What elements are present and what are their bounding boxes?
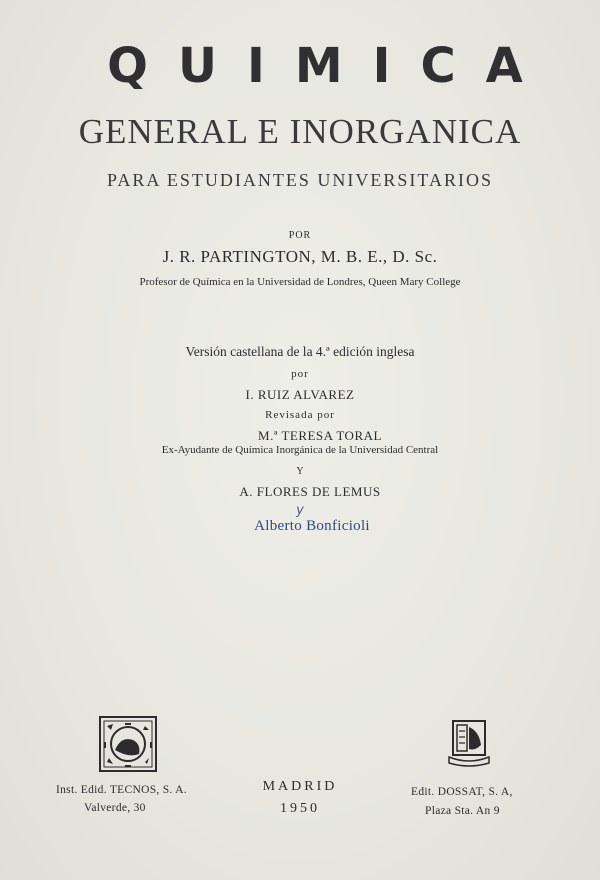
publisher-right-address: Plaza Sta. An 9 (425, 805, 500, 817)
book-title: QUIMICA (107, 38, 553, 94)
author-affiliation: Profesor de Química en la Universidad de Londres, Queen Mary College (139, 276, 461, 288)
publisher-left-address: Valverde, 30 (84, 802, 146, 814)
by-label: POR (288, 230, 312, 241)
reviser-name: M.ª TERESA TORAL (258, 428, 382, 443)
edition-note: Versión castellana de la 4.ª edición inglesa (185, 344, 415, 359)
publication-city: MADRID (262, 779, 338, 794)
tecnos-emblem-icon (97, 714, 159, 779)
book-audience: PARA ESTUDIANTES UNIVERSITARIOS (107, 170, 493, 190)
dossat-emblem-icon (447, 717, 491, 772)
author-name: J. R. PARTINGTON, M. B. E., D. Sc. (162, 247, 438, 266)
revised-label: Revisada por (265, 409, 335, 421)
book-subtitle: GENERAL E INORGANICA (78, 112, 522, 151)
and-label: Y (296, 466, 304, 477)
by-label-translation: por (291, 368, 309, 380)
publisher-left-name: Inst. Edid. TECNOS, S. A. (56, 784, 187, 796)
publisher-right-name: Edit. DOSSAT, S. A, (411, 786, 513, 798)
reviser-role: Ex-Ayudante de Química Inorgánica de la Universidad Central (161, 444, 439, 456)
translator-name: I. RUIZ ALVAREZ (245, 387, 355, 402)
owner-stamp: Alberto Bonficioli (254, 518, 370, 534)
publication-year: 1950 (280, 801, 320, 816)
handwritten-mark: y (296, 503, 304, 518)
reviser-name-2: A. FLORES DE LEMUS (239, 484, 381, 499)
